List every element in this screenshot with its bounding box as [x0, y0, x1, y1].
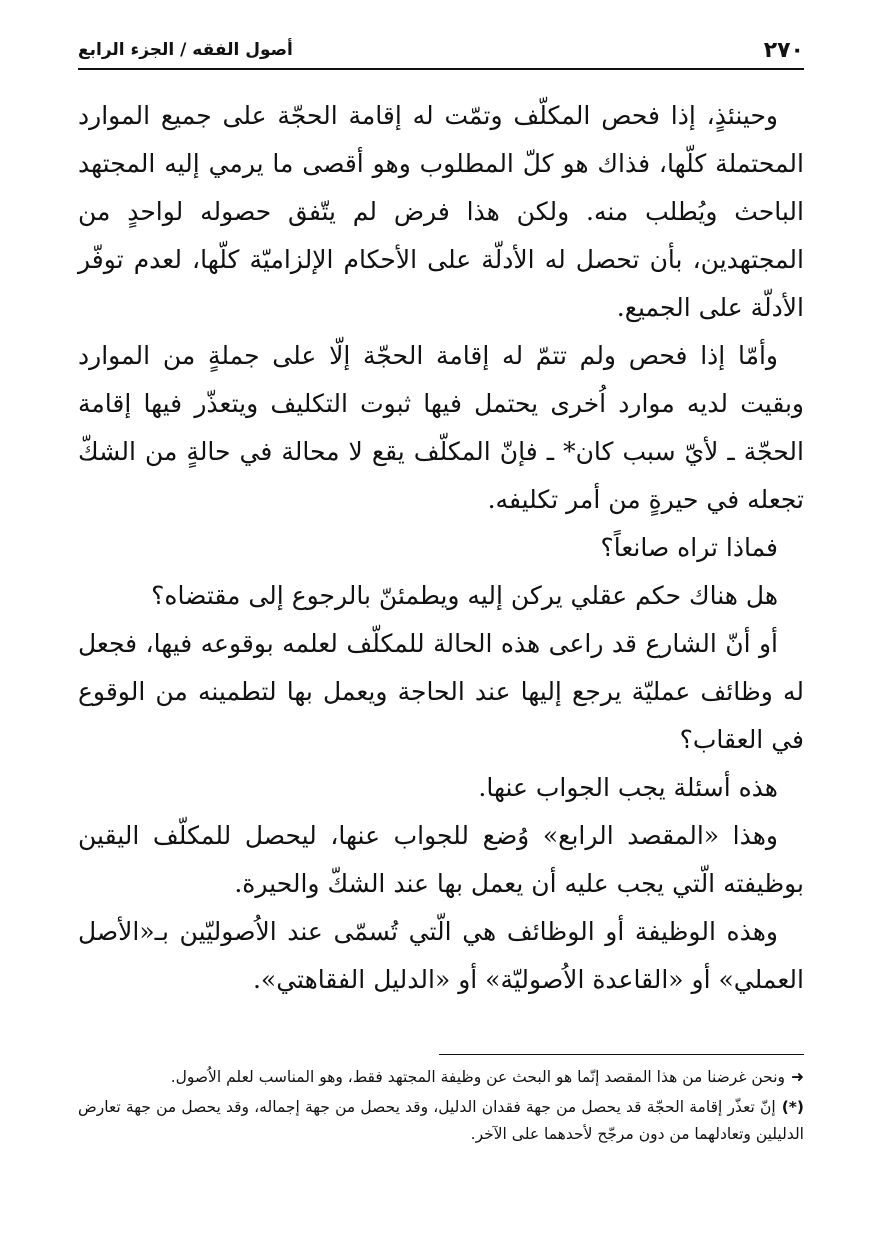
- page-number: ٢٧٠: [763, 38, 804, 63]
- footnotes: [78, 1064, 804, 1151]
- paragraph: فماذا تراه صانعاً؟: [600, 533, 778, 562]
- footnote-marker-arrow-icon: ➜: [791, 1068, 804, 1086]
- footnote-text: ونحن غرضنا من هذا المقصد إنّما هو البحث عن وظيفة المجتهد فقط، وهو المناسب لعلم الاُصول.: [170, 1068, 785, 1086]
- paragraph: وهذه الوظيفة أو الوظائف هي الّتي تُسمّى عند الاُصوليّين بـ«الأصل العملي» أو «القاعدة الاُصوليّة» أو «الدليل الفقاهتي».: [78, 917, 804, 994]
- footnote-text: إنّ تعذّر إقامة الحجّة قد يحصل من جهة فقدان الدليل، وقد يحصل من جهة إجماله، وقد يحصل من جهة تعارض الدليلين وتعادلهما من دون مرجّح لأحدهما على الآخر.: [78, 1098, 804, 1143]
- footnote-separator: [439, 1054, 804, 1055]
- paragraph: هذه أسئلة يجب الجواب عنها.: [478, 773, 778, 802]
- main-text: [78, 92, 804, 1004]
- paragraph: وحينئذٍ، إذا فحص المكلّف وتمّت له إقامة الحجّة على جميع الموارد المحتملة كلّها، فذاك هو كلّ المطلوب وهو أقصى ما يرمي إليه المجتهد الباحث ويُطلب منه. ولكن هذا فرض لم يتّفق حصوله لواحدٍ من المجتهدين، بأن تحصل له الأدلّة على الأحكام الإلزاميّة كلّها، لعدم توفّر الأدلّة على الجميع.: [78, 101, 804, 322]
- paragraph: أو أنّ الشارع قد راعى هذه الحالة للمكلّف لعلمه بوقوعه فيها، فجعل له وظائف عمليّة يرجع إليها عند الحاجة ويعمل بها لتطمينه من الوقوع في العقاب؟: [78, 629, 804, 754]
- paragraph: وهذا «المقصد الرابع» وُضع للجواب عنها، ليحصل للمكلّف اليقين بوظيفته الّتي يجب عليه أن يعمل بها عند الشكّ والحيرة.: [78, 821, 804, 898]
- footnote: [78, 1094, 804, 1148]
- page-header: [78, 38, 804, 70]
- running-head: أصول الفقه / الجزء الرابع: [78, 40, 293, 60]
- footnote-marker: (*): [781, 1098, 804, 1116]
- footnote: [78, 1064, 804, 1091]
- paragraph: وأمّا إذا فحص ولم تتمّ له إقامة الحجّة إلّا على جملةٍ من الموارد وبقيت لديه موارد اُخرى يحتمل فيها ثبوت التكليف ويتعذّر فيها إقامة الحجّة ـ لأيّ سبب كان* ـ فإنّ المكلّف يقع لا محالة في حالةٍ من الشكّ تجعله في حيرةٍ من أمر تكليفه.: [78, 341, 804, 514]
- paragraph: هل هناك حكم عقلي يركن إليه ويطمئنّ بالرجوع إلى مقتضاه؟: [151, 581, 778, 610]
